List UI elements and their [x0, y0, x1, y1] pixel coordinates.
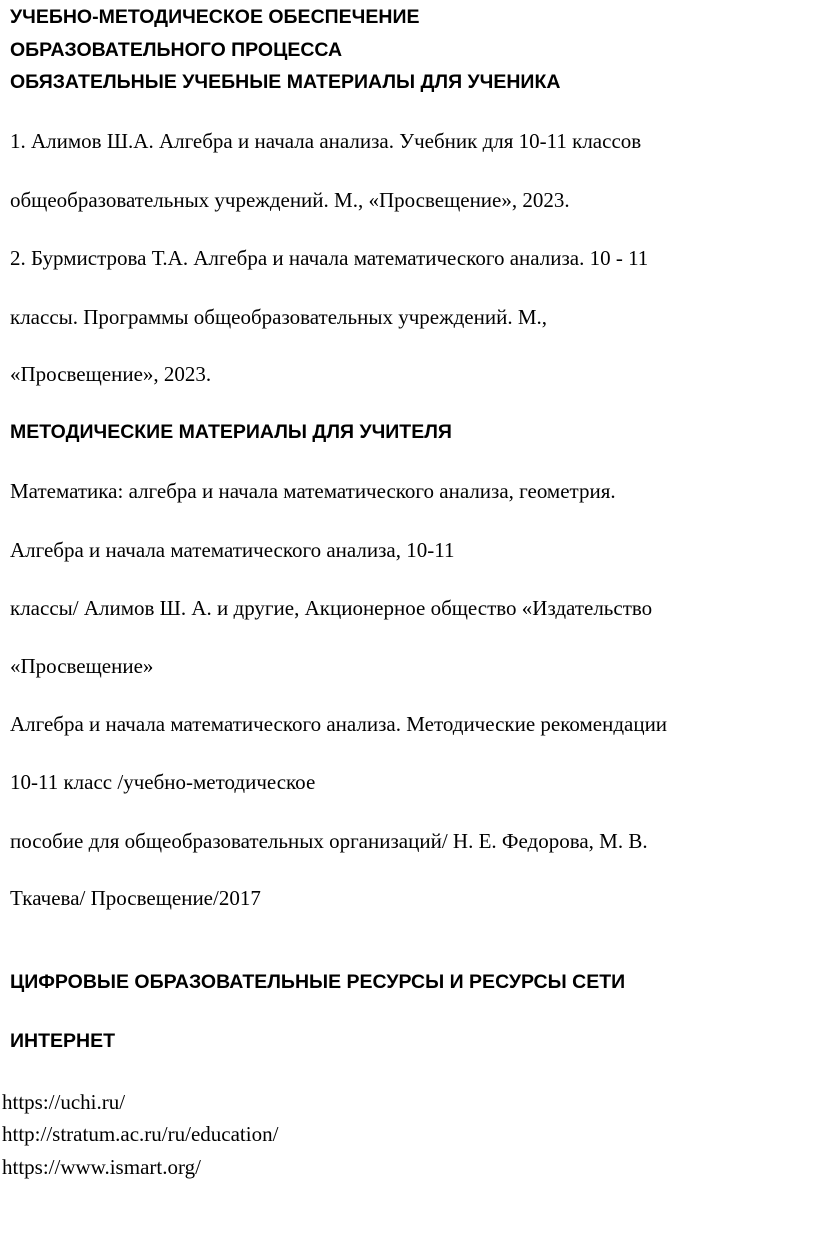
digital-resources-heading-line-2: ИНТЕРНЕТ [10, 1030, 116, 1052]
student-item-1-line-1: 1. Алимов Ш.А. Алгебра и начала анализа. Учебник для 10-11 классов [10, 129, 642, 153]
teacher-line-4: «Просвещение» [10, 654, 154, 678]
student-item-2-line-1: 2. Бурмистрова Т.А. Алгебра и начала математического анализа. 10 - 11 [10, 246, 649, 270]
student-item-2-line-2: классы. Программы общеобразовательных учреждений. М., [10, 305, 547, 329]
teacher-line-5: Алгебра и начала математического анализа. Методические рекомендации [10, 712, 668, 736]
student-item-1-line-2: общеобразовательных учреждений. М., «Просвещение», 2023. [10, 188, 570, 212]
resource-link-uchi[interactable]: https://uchi.ru/ [2, 1090, 126, 1114]
teacher-line-6: 10-11 класс /учебно-методическое [10, 770, 316, 794]
teacher-line-3: классы/ Алимов Ш. А. и другие, Акционерное общество «Издательство [10, 596, 653, 620]
resource-link-ismart[interactable]: https://www.ismart.org/ [2, 1155, 201, 1179]
title-line-2: ОБРАЗОВАТЕЛЬНОГО ПРОЦЕССА [10, 39, 343, 61]
digital-resources-heading-line-1: ЦИФРОВЫЕ ОБРАЗОВАТЕЛЬНЫЕ РЕСУРСЫ И РЕСУРСЫ СЕТИ [10, 971, 626, 993]
resource-link-stratum[interactable]: http://stratum.ac.ru/ru/education/ [2, 1122, 279, 1146]
teacher-line-2: Алгебра и начала математического анализа, 10-11 [10, 538, 455, 562]
student-item-2-line-3: «Просвещение», 2023. [10, 362, 212, 386]
teacher-materials-heading: МЕТОДИЧЕСКИЕ МАТЕРИАЛЫ ДЛЯ УЧИТЕЛЯ [10, 421, 452, 443]
teacher-line-7: пособие для общеобразовательных организаций/ Н. Е. Федорова, М. В. [10, 829, 648, 853]
student-materials-heading: ОБЯЗАТЕЛЬНЫЕ УЧЕБНЫЕ МАТЕРИАЛЫ ДЛЯ УЧЕНИКА [10, 71, 561, 93]
teacher-line-8: Ткачева/ Просвещение/2017 [10, 886, 261, 910]
title-line-1: УЧЕБНО-МЕТОДИЧЕСКОЕ ОБЕСПЕЧЕНИЕ [10, 6, 420, 28]
teacher-line-1: Математика: алгебра и начала математического анализа, геометрия. [10, 479, 616, 503]
